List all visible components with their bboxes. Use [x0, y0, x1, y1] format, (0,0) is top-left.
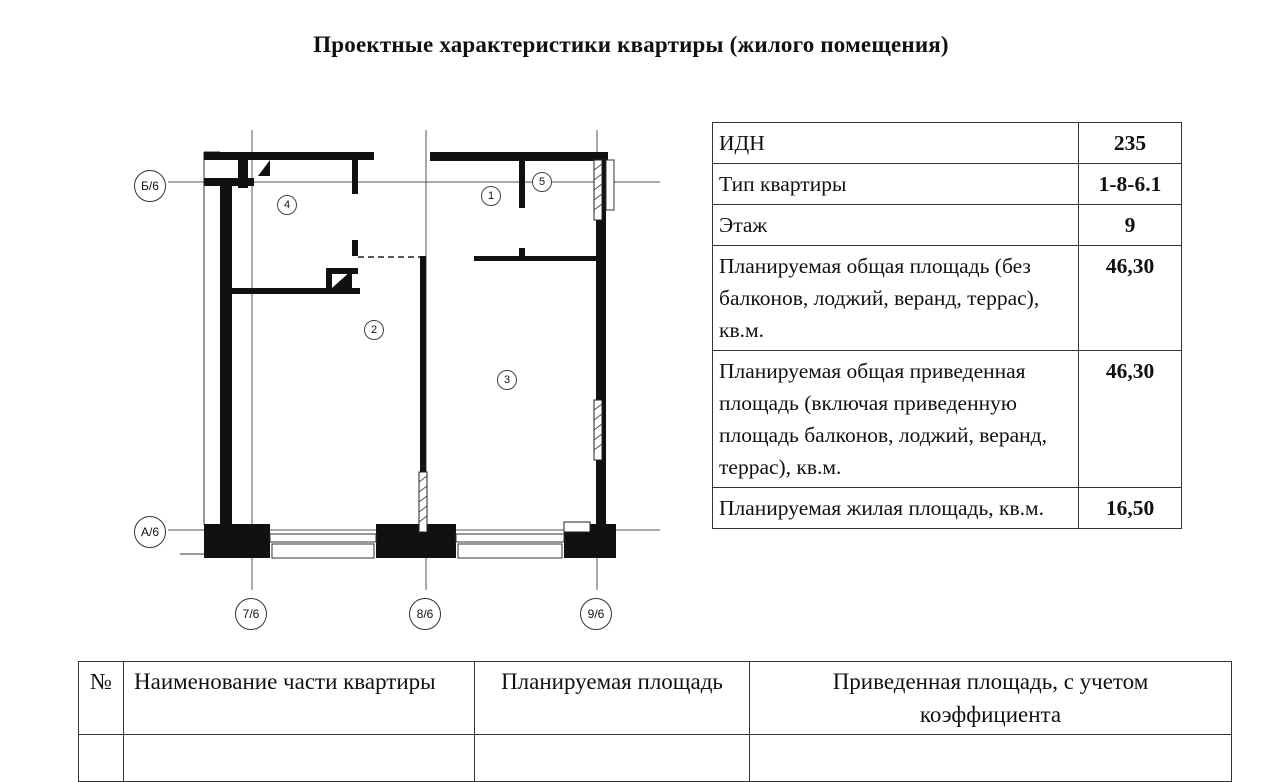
floor-plan-drawing: [120, 120, 660, 640]
info-value: 235: [1079, 123, 1182, 164]
info-label: Планируемая жилая площадь, кв.м.: [713, 488, 1079, 529]
axis-label-b6: Б/6: [134, 170, 166, 202]
axis-label-8-6: 8/6: [409, 598, 441, 630]
column-header-area: Планируемая площадь: [475, 662, 750, 735]
info-value: 1-8-6.1: [1079, 164, 1182, 205]
info-label: ИДН: [713, 123, 1079, 164]
table-row: [79, 735, 1232, 782]
table-row: [713, 246, 1182, 351]
info-label: Планируемая общая площадь (без балконов, лоджий, веранд, террас), кв.м.: [713, 246, 1079, 351]
info-value: 9: [1079, 205, 1182, 246]
room-number-4: 4: [277, 195, 297, 215]
table-row: [713, 351, 1182, 488]
column-header-reduced-area: Приведенная площадь, с учетом коэффициента: [750, 662, 1232, 735]
column-header-number: №: [79, 662, 124, 735]
info-value: 16,50: [1079, 488, 1182, 529]
axis-label-7-6: 7/6: [235, 598, 267, 630]
table-cell: [750, 735, 1232, 782]
table-row: [713, 488, 1182, 529]
floor-plan: [120, 120, 660, 640]
table-cell: [475, 735, 750, 782]
info-label: Планируемая общая приведенная площадь (включая приведенную площадь балконов, лоджий, веранд, террас), кв.м.: [713, 351, 1079, 488]
apartment-info-table: [712, 122, 1182, 529]
table-cell: [124, 735, 475, 782]
column-header-name: Наименование части квартиры: [124, 662, 475, 735]
info-value: 46,30: [1079, 246, 1182, 351]
room-number-2: 2: [364, 320, 384, 340]
table-row: [713, 123, 1182, 164]
table-header-row: [79, 662, 1232, 735]
info-label: Тип квартиры: [713, 164, 1079, 205]
apartment-parts-table: [78, 661, 1232, 782]
room-number-1: 1: [481, 186, 501, 206]
axis-label-9-6: 9/6: [580, 598, 612, 630]
table-row: [713, 205, 1182, 246]
table-cell: [79, 735, 124, 782]
info-value: 46,30: [1079, 351, 1182, 488]
room-number-5: 5: [532, 172, 552, 192]
info-label: Этаж: [713, 205, 1079, 246]
page-title: Проектные характеристики квартиры (жилого помещения): [313, 32, 949, 57]
table-row: [713, 164, 1182, 205]
room-number-3: 3: [497, 370, 517, 390]
axis-label-a6: А/6: [134, 516, 166, 548]
